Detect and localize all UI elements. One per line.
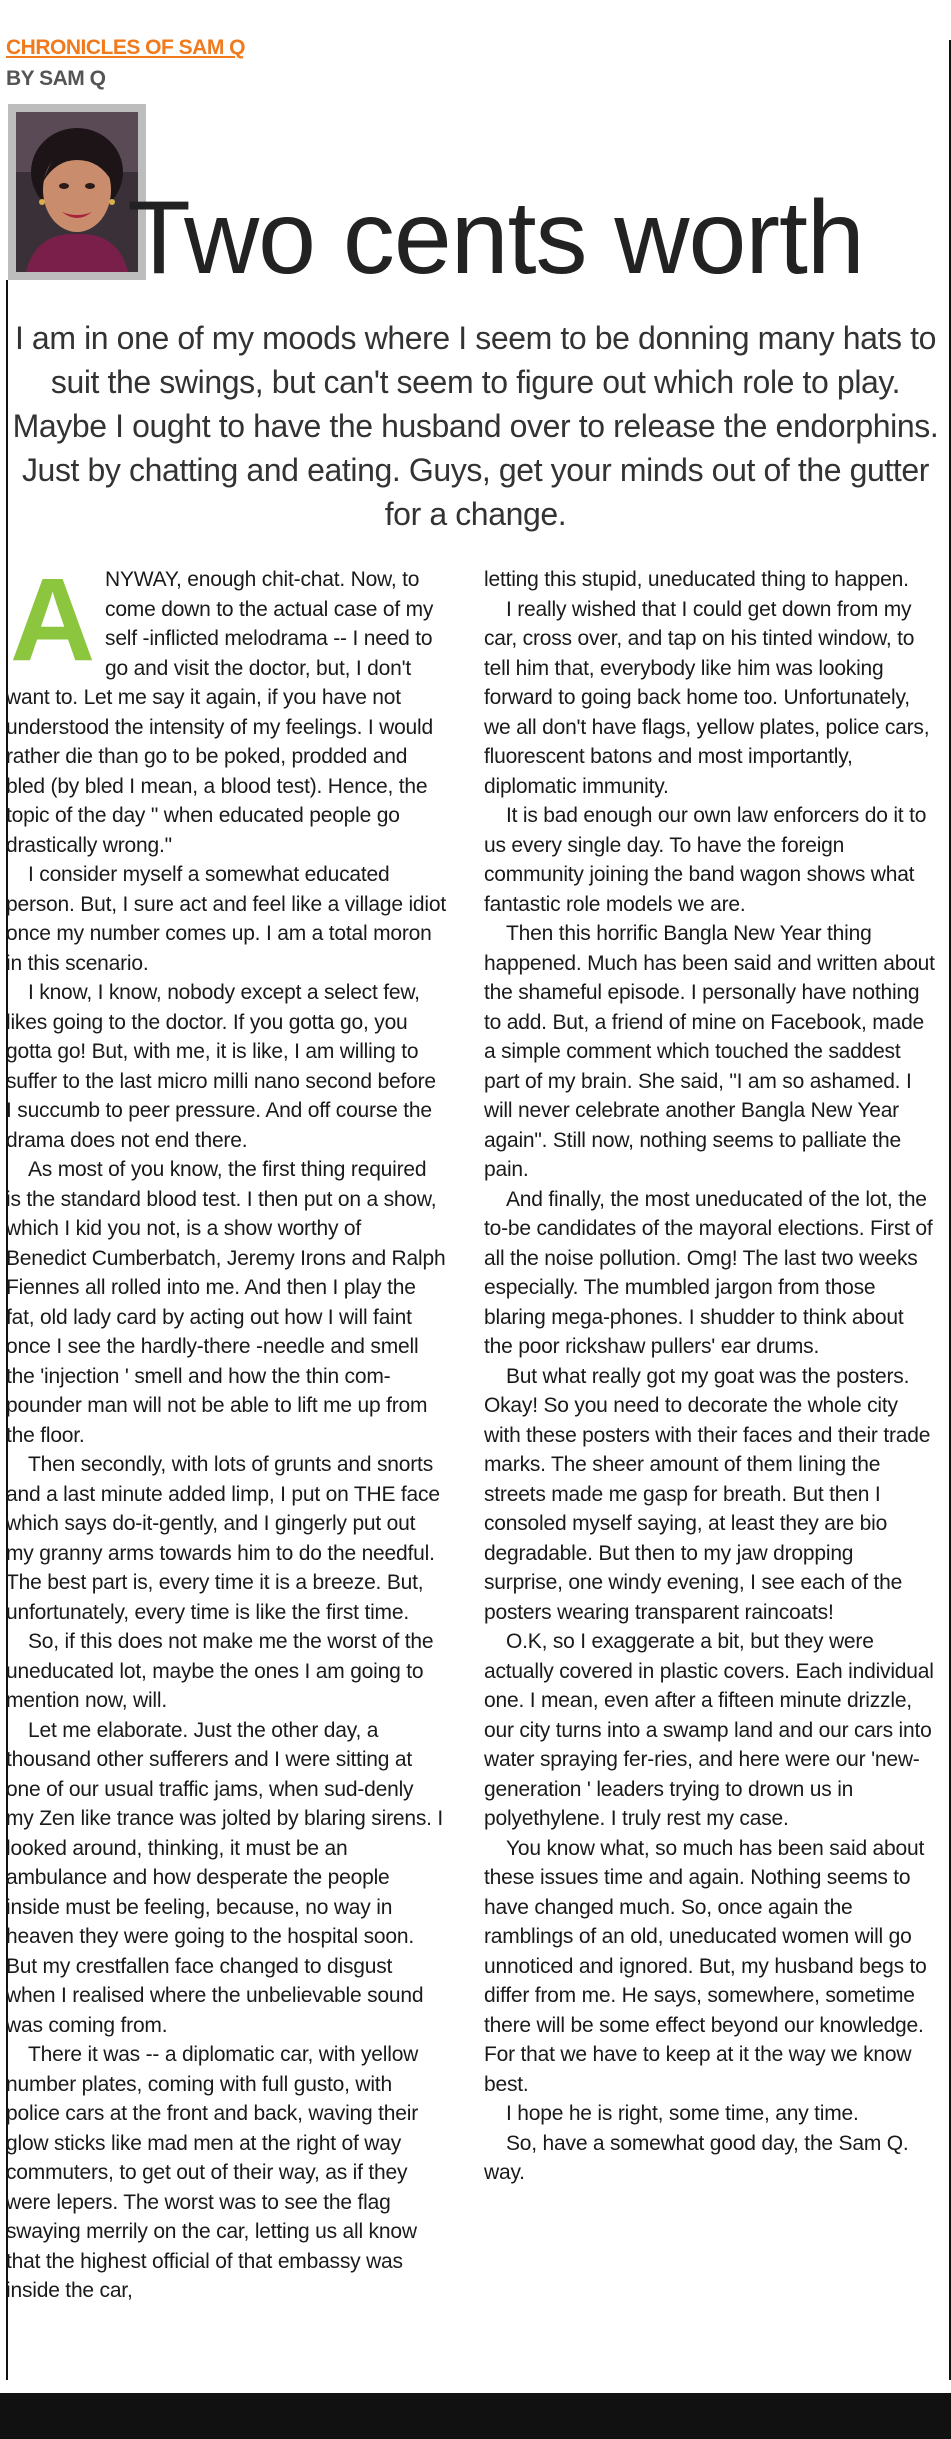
paragraph: I hope he is right, some time, any time.	[506, 2102, 859, 2125]
article-deck: I am in one of my moods where I seem to be donning many hats to suit the swings, but can't seem to figure out which role to play. Maybe I ought to have the husband over to release the endorphins. Just by chatting and eating. Guys, get your minds out of the gutter for a change.	[12, 320, 939, 532]
headline: Two cents worth	[127, 180, 864, 296]
paragraph: I consider myself a somewhat educated person. But, I sure act and feel like a village idiot once my number comes up. I am a total moron in this scenario.	[6, 863, 446, 975]
paragraph: O.K, so I exaggerate a bit, but they were actually covered in plastic covers. Each individual one. I mean, even after a fifteen minute drizzle, our city turns into a swamp land and our cars into water spraying fer-ries, and here were our 'new- generation ' leaders trying to drown us in polyethylene. I truly rest my case.	[484, 1630, 934, 1830]
paragraph: It is bad enough our own law enforcers do it to us every single day. To have the foreign community joining the band wagon shows what fantastic role models we are.	[484, 804, 927, 916]
paragraph: letting this stupid, uneducated thing to happen.	[484, 568, 909, 591]
article-right-column	[484, 565, 936, 2188]
paragraph: I really wished that I could get down from my car, cross over, and tap on his tinted window, to tell him that, everybody like him was looking forward to going back home too. Unfortunately, we all don't have flags, yellow plates, police cars, fluorescent batons and most importantly, diplomatic immunity.	[484, 597, 930, 798]
column-name: CHRONICLES OF SAM Q	[6, 36, 246, 59]
paragraph: You know what, so much has been said about these issues time and again. Nothing seems to have changed much. So, once again the ramblings of an old, uneducated women will go unnoticed and ignored. But, my husband begs to differ from me. He says, somewhere, sometime there will be some effect beyond our knowledge. For that we have to keep at it the way we know best.	[484, 1836, 927, 2096]
paragraph: Then secondly, with lots of grunts and snorts and a last minute added limp, I put on THE face which says do-it-gently, and I gingerly put out my granny arms towards him to do the needful. The best part is, every time it is a breeze. But, unfortunately, every time is like the first time.	[6, 1453, 440, 1624]
paragraph-text: NYWAY, enough chit-chat. Now, to come down to the actual case of my self -inflicted melodrama -- I need to go and visit the doctor, but, I don't want to. Let me say it again, if you have not understood the intensity of my feelings. I would rather die than go to be poked, prodded and bled (by bled I mean, a blood test). Hence, the topic of the day " when educated people go drastically wrong."	[6, 568, 434, 857]
paragraph: So, have a somewhat good day, the Sam Q. way.	[484, 2131, 909, 2184]
paragraph: Let me elaborate. Just the other day, a thousand other sufferers and I were sitting at one of our usual traffic jams, when sud-denly my Zen like trance was jolted by blaring sirens. I looked around, thinking, it must be an ambulance and how desperate the people inside must be feeling, because, no way in heaven they were going to the hospital soon. But my crestfallen face changed to disgust when I realised where the unbelievable sound was coming from.	[6, 1718, 444, 2037]
paragraph: But what really got my goat was the posters. Okay! So you need to decorate the whole city with these posters with their faces and their trade marks. The sheer amount of them lining the streets made me gasp for breath. But then I consoled myself saying, at least they are bio degradable. But then to my jaw dropping surprise, one windy evening, I see each of the posters wearing transparent raincoats!	[484, 1364, 931, 1624]
page-bottom-bar	[0, 2393, 951, 2439]
paragraph: And finally, the most uneducated of the lot, the to-be candidates of the mayoral elections. First of all the noise pollution. Omg! The last two weeks especially. The mumbled jargon from those blaring mega-phones. I shudder to think about the poor rickshaw pullers' ear drums.	[484, 1187, 933, 1358]
paragraph: Then this horrific Bangla New Year thing happened. Much has been said and written about the shameful episode. I personally have nothing to add. But, a friend of mine on Facebook, made a simple comment which touched the saddest part of my brain. She said, "I am so ashamed. I will never celebrate another Bangla New Year again". Still now, nothing seems to palliate the pain.	[484, 922, 935, 1181]
paragraph: I know, I know, nobody except a select few, likes going to the doctor. If you gotta go, you gotta go! But, with me, it is like, I am willing to suffer to the last micro milli nano second before I succumb to peer pressure. And off course the drama does not end there.	[6, 981, 436, 1152]
drop-cap: A	[10, 554, 96, 686]
paragraph	[6, 554, 446, 860]
paragraph: As most of you know, the first thing required is the standard blood test. I then put on a show, which I kid you not, is a show worthy of Benedict Cumberbatch, Jeremy Irons and Ralph Fiennes all rolled into me. And then I play the fat, old lady card by acting out how I will faint once I see the hardly-there -needle and smell the 'injection ' smell and how the thin com-pounder man will not be able to lift me up from the floor.	[6, 1158, 446, 1447]
byline: BY SAM Q	[6, 67, 106, 90]
article-left-column	[6, 554, 446, 2306]
paragraph: So, if this does not make me the worst of the uneducated lot, maybe the ones I am going to mention now, will.	[6, 1630, 434, 1712]
paragraph: There it was -- a diplomatic car, with yellow number plates, coming with full gusto, with police cars at the front and back, waving their glow sticks like mad men at the right of way commuters, to get out of their way, as if they were lepers. The worst was to see the flag swaying merrily on the car, letting us all know that the highest official of that embassy was inside the car,	[6, 2043, 419, 2302]
